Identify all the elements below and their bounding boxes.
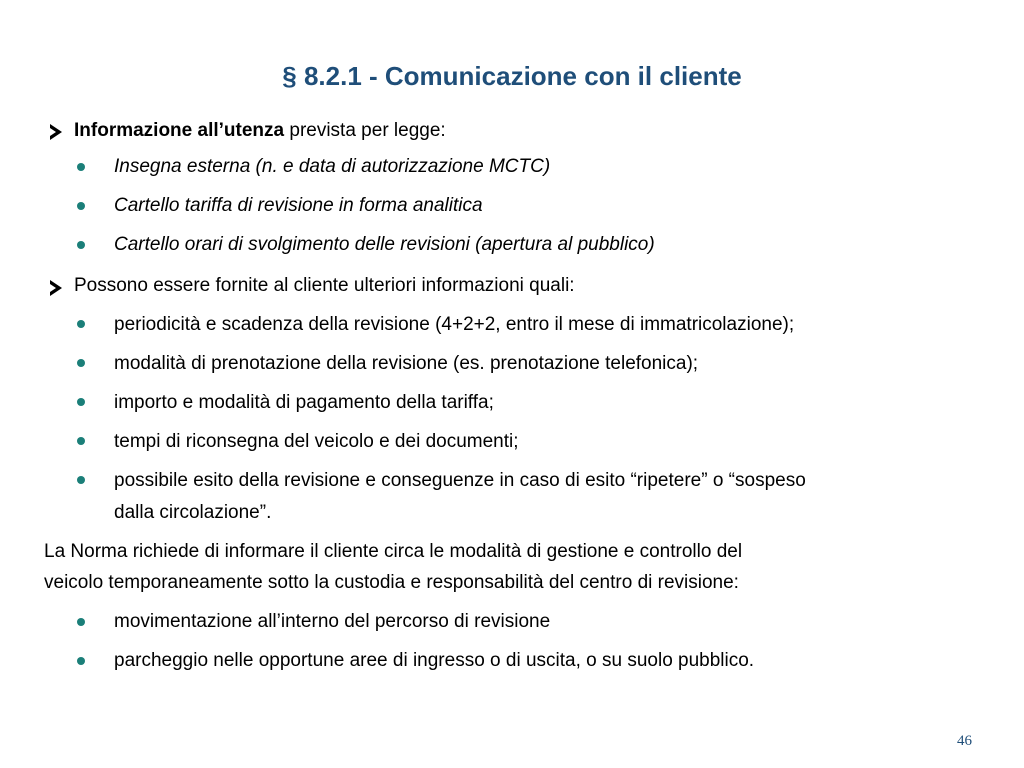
bullet-icon [77, 241, 85, 249]
paragraph-line: La Norma richiede di informare il cliente circa le modalità di gestione e controllo del [44, 541, 743, 562]
list-item: possibile esito della revisione e conseguenze in caso di esito “ripetere” o “sospeso [114, 470, 806, 491]
section1-lead [74, 118, 446, 144]
section1-lead-bold: Informazione all’utenza [74, 120, 285, 141]
bullet-icon [77, 163, 85, 171]
list-item: Cartello tariffa di revisione in forma analitica [114, 195, 483, 216]
bullet-icon [77, 202, 85, 210]
bullet-icon [77, 320, 85, 328]
list-item: periodicità e scadenza della revisione (4+2+2, entro il mese di immatricolazione); [114, 314, 795, 335]
paragraph-line: veicolo temporaneamente sotto la custodia e responsabilità del centro di revisione: [44, 572, 739, 593]
list-item: Cartello orari di svolgimento delle revisioni (apertura al pubblico) [114, 234, 655, 255]
list-item: Insegna esterna (n. e data di autorizzazione MCTC) [114, 156, 551, 177]
bullet-icon [77, 618, 85, 626]
section2-lead: Possono essere fornite al cliente ulteriori informazioni quali: [74, 275, 575, 296]
list-item: modalità di prenotazione della revisione (es. prenotazione telefonica); [114, 353, 699, 374]
page-number: 46 [957, 733, 972, 749]
list-item-continuation: dalla circolazione”. [114, 502, 272, 523]
slide-title: § 8.2.1 - Comunicazione con il cliente [282, 61, 742, 91]
bullet-icon [77, 437, 85, 445]
list-item: movimentazione all’interno del percorso di revisione [114, 611, 551, 632]
arrow-bullet-icon [50, 280, 62, 296]
list-item: tempi di riconsegna del veicolo e dei documenti; [114, 431, 519, 452]
bullet-icon [77, 398, 85, 406]
section1-lead-rest: prevista per legge: [284, 120, 446, 141]
bullet-icon [77, 476, 85, 484]
list-item: importo e modalità di pagamento della tariffa; [114, 392, 494, 413]
list-item: parcheggio nelle opportune aree di ingresso o di uscita, o su suolo pubblico. [114, 650, 755, 671]
bullet-icon [77, 657, 85, 665]
bullet-icon [77, 359, 85, 367]
arrow-bullet-icon [50, 124, 62, 140]
